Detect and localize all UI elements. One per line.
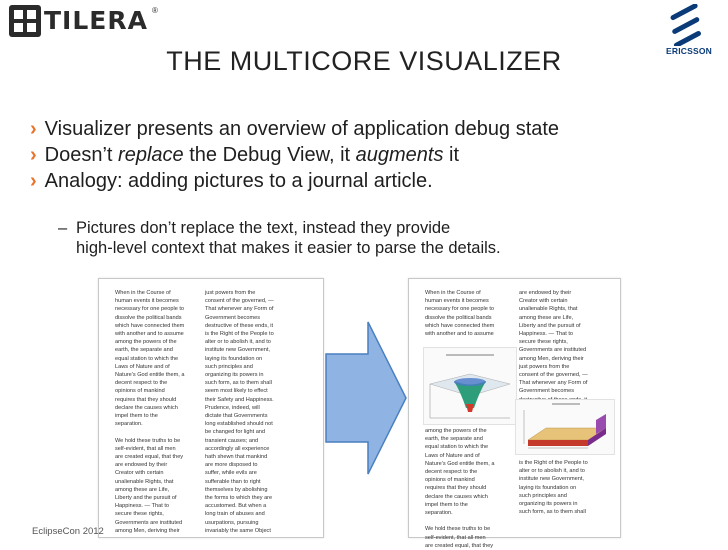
surface-plot-figure bbox=[423, 347, 517, 425]
bullet-text: Analogy: adding pictures to a journal article. bbox=[44, 170, 433, 192]
article-column: When in the Course of human events it becomes necessary for one people to dissolve the political bands which have connected them with another and to assume among the powers of the earth, the separate and equal station to which the Laws of Nature and of Nature's God entitle them, a decent respect to the opinions of mankind requires that they should declare the causes which impel them to the separation. We hold these truths to be self-evident, that all men are created equal, that they are endowed by their Creator with certain unalienable Rights, that among these are Life, Liberty and the pursuit of Happiness. — That to secure these rights, Governments are instituted among Men, deriving their bbox=[115, 290, 185, 534]
bullet-emphasis: augments bbox=[355, 144, 444, 166]
sub-bullet-line: high-level context that makes it easier to parse the details. bbox=[76, 239, 501, 257]
illustrated-article bbox=[408, 278, 621, 549]
bullet-item bbox=[30, 142, 710, 168]
sub-bullet-marker-icon: – bbox=[58, 219, 68, 237]
bullet-text: Visualizer presents an overview of application debug state bbox=[44, 118, 560, 140]
sub-bullet-line: Pictures don’t replace the text, instead they provide bbox=[76, 219, 451, 237]
bullet-item bbox=[30, 168, 710, 194]
registered-mark: ® bbox=[152, 6, 158, 15]
transform-arrow-icon bbox=[322, 318, 410, 478]
slide-title: THE MULTICORE VISUALIZER bbox=[166, 46, 562, 76]
tilera-logo bbox=[8, 4, 158, 40]
tilera-mark-icon bbox=[8, 4, 42, 38]
bullet-marker-icon: › bbox=[30, 118, 37, 140]
ericsson-logo-text: ERICSSON bbox=[666, 46, 712, 56]
text-only-article bbox=[98, 278, 324, 538]
bar-plot-icon bbox=[516, 400, 614, 454]
tilera-logo-text: TILERA bbox=[44, 6, 148, 35]
article-column: When in the Course of human events it becomes necessary for one people to dissolve the political bands which have connected them with another and to assume bbox=[425, 290, 495, 338]
sub-bullet bbox=[58, 218, 708, 258]
article-column: among the powers of the earth, the separate and equal station to which the Laws of Nature and of Nature's God entitle them, a decent respect to the opinions of mankind requires that they should declare the causes which impel them to the separation. We hold these truths to be self-evident, that all men are created equal, that they bbox=[425, 428, 495, 549]
bar-plot-figure bbox=[515, 399, 615, 455]
bullet-list bbox=[30, 116, 710, 194]
bullet-emphasis: replace bbox=[118, 144, 184, 166]
bullet-text: it bbox=[443, 144, 460, 166]
bullet-item bbox=[30, 116, 710, 142]
surface-plot-icon bbox=[424, 348, 516, 424]
bullet-text: the Debug View, it bbox=[183, 144, 356, 166]
bullet-marker-icon: › bbox=[30, 144, 37, 166]
bullet-marker-icon: › bbox=[30, 170, 37, 192]
article-column: just powers from the consent of the governed, — That whenever any Form of Government becomes destructive of these ends, it is the Right of the People to alter or to abolish it, and to institute new Government, laying its foundation on such principles and organizing its powers in such form, as to them shall seem most likely to effect their Safety and Happiness. Prudence, indeed, will dictate that Governments long established should not be changed for light and transient causes; and accordingly all experience hath shewn that mankind are more disposed to suffer, while evils are sufferable than to right themselves by abolishing the forms to which they are accustomed. But when a long train of abuses and usurpations, pursuing invariably the same Object bbox=[205, 290, 274, 534]
article-column: is the Right of the People to alter or to abolish it, and to institute new Government, laying its foundation on such principles and organizing its powers in such form, as to them shall bbox=[519, 460, 588, 516]
article-column: are endowed by their Creator with certain unalienable Rights, that among these are Life, Liberty and the pursuit of Happiness. — That to secure these rights, Governments are instituted among Men, deriving their just powers from the consent of the governed, — That whenever any Form of Government becomes bbox=[519, 290, 588, 395]
footer-text: EclipseCon 2012 bbox=[32, 526, 104, 537]
ericsson-mark-icon bbox=[660, 4, 720, 46]
bullet-text: Doesn’t bbox=[44, 144, 119, 166]
